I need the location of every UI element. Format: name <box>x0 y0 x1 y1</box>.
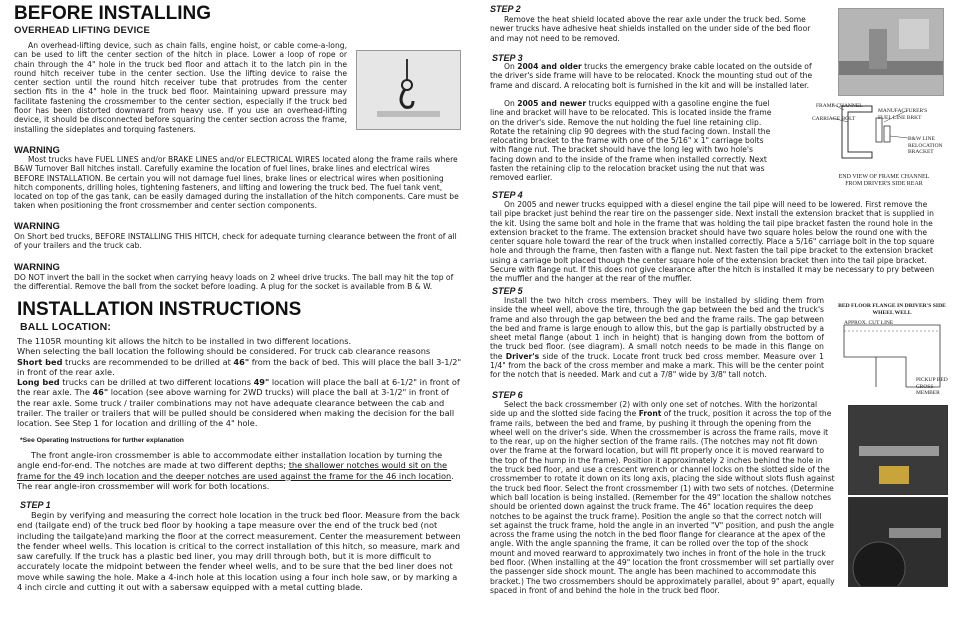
step3b-pre: On <box>504 99 518 108</box>
hook-icon <box>357 51 460 129</box>
p4-c: location (see above warning for 2WD trucks) will place the ball at 3-1/2" in front of the rear axle. Some truck / trailer combinations may not have adequate clearance between the cab and trailer. The trailer or trailers that will be pulled should be considered when making the decision for the ball location. See Step 1 for location and drilling of the 4" hole. <box>17 387 455 429</box>
ball-location-p2: When selecting the ball location the following should be considered. For truck cab clearance reasons <box>17 346 431 357</box>
crossmember-photo-2-graphic <box>849 498 947 586</box>
long-bed-label: Long bed <box>17 377 60 388</box>
crossmember-photo-2 <box>848 497 948 587</box>
step4-text: On 2005 and newer trucks equipped with a diesel engine the tail pipe will need to be lowered. First remove the tail pipe bracket just behind the rear tire on the passenger side. Next install the extension bracket that is supplied in the kit. Using the same bolt and hole in the frame that was holding the tail pipe bracket fasten the round hole in the extension bracket to the frame. The extension bracket should have two square holes below the round one with the center square hole toward the rear of the truck when installed correctly. Place a 5/16" carriage bolt in the top square hole and through the frame, then fasten with a flange nut. Next fasten the tail pipe bracket to the extension bracket using a carriage bolt placed though the center square hole of the extension bracket then into the tail pipe bracket. Secure with flange nut. If this does not give clearance after the hitch is installed it may be necessary to pry between the muffler and the hanger at the rear of the muffler. <box>490 200 935 284</box>
step3b-text <box>490 99 772 183</box>
step3a-text <box>490 62 825 90</box>
ball-location-p4 <box>17 377 464 428</box>
bed-floor-flange-diagram <box>836 303 948 396</box>
p4-a: trucks can be drilled at two different locations <box>59 377 254 388</box>
p5-underlined: the shallower notches would sit on the frame for the 49 inch location and the deeper notches are used against the frame for the 46 inch location <box>17 460 452 481</box>
warning-text-1: Most trucks have FUEL LINES and/or BRAKE LINES and/or ELECTRICAL WIRES located along the frame rails where B&W Turnover Ball hitches install. Carefully examine the location of fuel lines, brake lines and electrical wires BEFORE INSTALLATION. Be certain you will not damage fuel lines, brake lines or electrical wires when positioning hitch components, drilling holes, tightening fasteners, and lifting and lowering the truck bed. The fuel tank vent, located on top of the gas tank, can be easily damaged during the installation of the hitch components. Care must be taken when positioning the front crossmember and center section components. <box>14 155 459 211</box>
p4-b: location will place the ball at 6-1/2" in front of the rear axle. The <box>17 377 460 398</box>
carriage-bolt-label: CARRIAGE BOLT <box>812 116 856 122</box>
step6-b: of the truck, position it across the top of the frame rails, between the bed and frame, by pushing it through the opening from the wheel well on the driver's side. When the crossmember is across the frame rails, move it to the rear, up on the higher section of the frame rails. (The notches may not fit down over the frame at the forward location, but will fit properly once it is moved rearward to the top of the hump in the frame). Position it approximately 2 inches behind the hole in the truck bed floor, and use a crescent wrench or channel locks on the slotted side of the crossmember to rotate it down on its long axis, placing the side without slots flush against the truck bed floor. Select the front crossmember (1) with two sets of notches. (Determine which ball location is being installed. (Remember for the 49" location the shallow notches should be oriented down against the truck frame. The 46" location requires the deep notches to be against the truck frame). Position the angle so that the correct notch will set against the truck frame, hold the angle in an inverted "V" position, and push the angle across the frame using the notch in the bed floor flange for clearance at the apex of the angle. With the angle spanning the frame, it can be rolled over the top of the shock mount and moved rearward to approximately two inches in front of the hole in the truck bed floor. (When installing at the 49" location the front crossmember will set partially over the passenger side shock mount. The angle has been machined to accommodate this bracket.) The two crossmembers should be approximately parallel, about 9" apart, equally spaced in front of and behind the hole in the truck bed floor. <box>490 409 835 595</box>
p5-a: The front angle-iron crossmember is able to accommodate either installation location by turning the angle end-for-end. The notches are made at two different depths; <box>17 450 443 471</box>
pickup-bed-cross-member-label: PICKUP BED CROSS MEMBER <box>916 377 948 396</box>
p3-a: trucks are recommended to be drilled at <box>62 356 234 367</box>
step5-text <box>490 296 824 380</box>
frame-channel-diagram <box>812 100 950 194</box>
step3a-pre: On <box>504 62 518 71</box>
step6-heading: STEP 6 <box>492 390 523 400</box>
frame-channel-caption: END VIEW OF FRAME CHANNEL FROM DRIVER'S SIDE REAR <box>838 174 930 187</box>
overhead-lifting-text: An overhead-lifting device, such as chain falls, engine hoist, or cable come-a-long, can be used to lift the center section of the hitch in place. Lower a loop of rope or chain through the 4" hole in the truck bed floor and attach it to the latch pin in the round hitch receiver tube in the center section. Use the lifting device to raise the center section until the round hitch receiver tube that protrudes from the center section fits in the 4" hole in the truck bed floor. Maintaining upward pressure may facilitate fastening the crossmember to the center section, especially if the truck bed floor has been distorted downward from heavy use. If you use an overhead-lifting device, it should be disconnected before squaring the center section across the frame, installing the sideplates and torquing fasteners. <box>14 41 347 134</box>
p4-46: 46" <box>92 387 109 398</box>
step3b-body: trucks equipped with a gasoline engine the fuel line and bracket will have to be relocated. This is located inside the frame on the driver's side. Remove the nut holding the fuel line retaining clip. Rotate the retaining clip 90 degrees with the stud facing down. Install the relocating bracket to the frame with one of the 5/16" x 1" carriage bolts with flange nut. The bracket should have the long leg with two hole's facing down and to the inside of the frame when installed correctly. Next fasten the retaining clip to the relocation bracket using the nut that was removed earlier. <box>490 99 772 183</box>
ball-location-text <box>17 336 464 429</box>
crossmember-photo-1 <box>848 405 948 495</box>
warning-heading-1: WARNING <box>14 145 60 156</box>
p3-46: 46" <box>233 356 250 367</box>
bed-floor-flange-title: BED FLOOR FLANGE IN DRIVER'S SIDE WHEEL WELL <box>838 303 946 316</box>
ball-location-heading: BALL LOCATION: <box>20 321 112 333</box>
hoist-photo <box>356 50 461 130</box>
warning-text-3: DO NOT invert the ball in the socket when carrying heavy loads on 2 wheel drive trucks. The ball may hit the top of the differential. Remove the ball from the socket before loading. A plug for the socket is available from B & W. <box>14 273 454 292</box>
p4-49: 49" <box>253 377 270 388</box>
step3-heading: STEP 3 <box>492 53 523 63</box>
installation-instructions-title: INSTALLATION INSTRUCTIONS <box>17 299 302 320</box>
manufacturer-bracket-label: MANUFACTURER'S FUEL LINE BRKT <box>878 108 928 121</box>
step6-text <box>490 400 835 595</box>
frame-photo-graphic <box>839 9 943 95</box>
step5-b: side of the truck. Locate front truck bed cross member. Measure over 1 1/4" from the back of the cross member and make a mark. This will be the center point for the notch that is needed. Mark and cut a 7/8" wide by 3/8" tall notch. <box>490 351 824 380</box>
step5-drivers: Driver's <box>505 351 540 361</box>
step1-heading: STEP 1 <box>20 500 51 510</box>
overhead-lifting-heading: OVERHEAD LIFTING DEVICE <box>14 25 151 36</box>
step3b-bold: 2005 and newer <box>517 99 587 108</box>
step5-heading: STEP 5 <box>492 286 523 296</box>
ball-location-p1: The 1105R mounting kit allows the hitch to be installed in two different locations. <box>17 336 352 346</box>
step2-heading: STEP 2 <box>490 4 521 14</box>
see-operating-note: *See Operating Instructions for further explanation <box>20 437 184 444</box>
before-installing-title: BEFORE INSTALLING <box>14 3 212 24</box>
short-bed-label: Short bed <box>17 356 63 367</box>
frame-channel-label: FRAME CHANNEL <box>816 103 863 109</box>
bw-relocation-bracket-label: B&W LINE RELOCATION BRACKET <box>908 136 943 155</box>
step4-heading: STEP 4 <box>492 190 523 200</box>
step5-a: Install the two hitch cross members. They will be installed by sliding them from inside the wheel well, above the tire, through the gap between the bed and the truck's frame and also through the gap between the bed and the frame rails. The gap between the bed and frame is large enough to allow this, but the gap is partially obstructed by a sheet metal flange (about 1 inch in height) that is hanging down from the bottom of the truck bed floor. (see diagram). A small notch needs to be made in this flange on the <box>490 296 824 361</box>
warning-heading-2: WARNING <box>14 221 60 232</box>
p5-b: . The rear angle-iron crossmember will work for both locations. <box>17 470 454 491</box>
step6-front: Front <box>638 409 662 419</box>
step3a-body: trucks the emergency brake cable located on the outside of the driver's side frame will have to be relocated. Knock the mounting stud out of the frame and discard. A relocating bolt is furnished in the kit and will be installed later. <box>490 62 813 90</box>
crossmember-photo-1-graphic <box>849 406 947 494</box>
step2-text: Remove the heat shield located above the rear axle under the truck bed. Some newer trucks have adhesive heat shields installed on the under side of the bed floor and may not need to be removed. <box>490 15 811 43</box>
crossmember-text <box>17 450 464 491</box>
warning-heading-3: WARNING <box>14 262 60 273</box>
ball-location-p3 <box>17 357 464 378</box>
step6-a: Select the back crossmember (2) with only one set of notches. With the horizontal side up and the slotted side facing the <box>490 400 818 419</box>
frame-photo <box>838 8 944 96</box>
p3-b: from the back of bed. This will place the ball 3-1/2" in front of the rear axle. <box>17 356 462 377</box>
step1-text: Begin by verifying and measuring the correct hole location in the truck bed floor. Measure from the back end (tailgate end) of the truck bed floor by hooking a tape measure over the end of the truck bed (not including the tailgate)and marking the floor at the correct measurement. Center the measurement between the fender wheel wells. This location is critical to the correct installation of this hitch, so measure, mark and saw carefully. If the truck has a plastic bed liner, you may drill through both, but it is more difficult to accurately locate the midpoint between the fender wheel wells, and to be sure that the bed liner does not move while sawing the hole. Make a 4-inch hole at this location using a four inch hole saw, or by marking a 4 inch circle and cutting it out with a sabersaw equipped with a metal cutting blade. <box>17 510 461 593</box>
step3a-bold: 2004 and older <box>517 62 582 71</box>
approx-cut-line-label: APPROX. CUT LINE <box>844 320 894 326</box>
warning-text-2: On Short bed trucks, BEFORE INSTALLING THIS HITCH, check for adequate turning clearance between the front of all of your trailers and the truck cab. <box>14 232 457 251</box>
